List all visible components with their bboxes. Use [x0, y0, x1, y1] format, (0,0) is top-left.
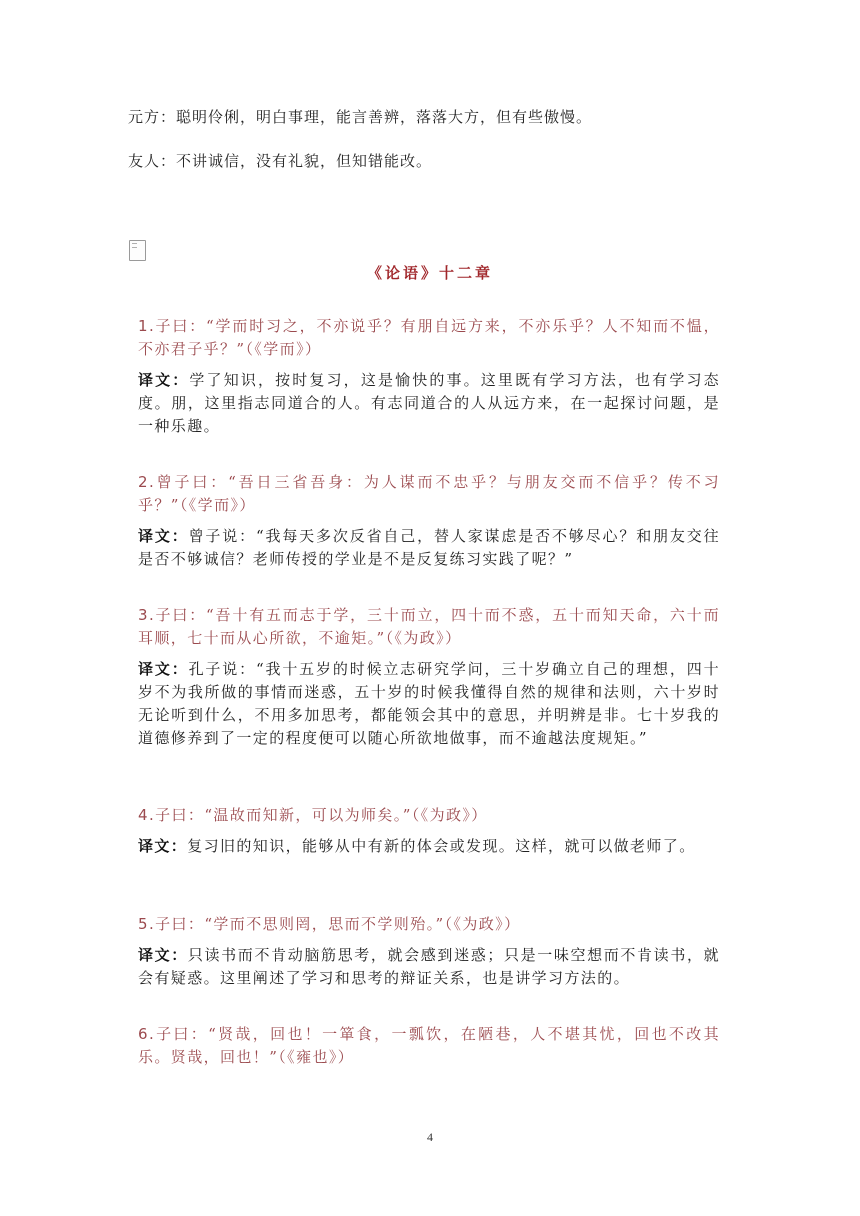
intro-line-youren: 友人：不讲诚信，没有礼貌，但知错能改。 [128, 152, 433, 170]
quote-text: 曾子曰：“吾日三省吾身：为人谋而不忠乎？与朋友交而不信乎？传不习乎？”（《学而》） [138, 473, 720, 514]
chapter-number: 5. [138, 915, 156, 933]
chapter-number: 2. [138, 473, 156, 491]
chapter-6 [138, 1023, 720, 1069]
quote-text: 子曰：“学而不思则罔，思而不学则殆。”（《为政》） [155, 915, 521, 933]
quote-text: 子曰：“温故而知新，可以为师矣。”（《为政》） [155, 806, 488, 824]
translation-label: 译文： [138, 946, 188, 964]
chapter-number: 3. [138, 606, 156, 624]
chapter-quote [138, 1023, 720, 1069]
chapter-3 [138, 604, 720, 750]
chapter-quote [138, 913, 720, 936]
quote-text: 子曰：“贤哉，回也！一箪食，一瓢饮，在陋巷，人不堪其忧，回也不改其乐。贤哉，回也！”（《雍也》） [138, 1025, 720, 1066]
quote-text: 子曰：“学而时习之，不亦说乎？有朋自远方来，不亦乐乎？人不知而不愠，不亦君子乎？”（《学而》） [138, 317, 720, 358]
translation-label: 译文： [138, 837, 188, 855]
chapter-quote [138, 604, 720, 650]
chapter-quote [138, 471, 720, 517]
chapter-translation [138, 944, 720, 990]
chapter-number: 1. [138, 317, 156, 335]
translation-text: 孔子说：“我十五岁的时候立志研究学问，三十岁确立自己的理想，四十岁不为我所做的事情而迷惑，五十岁的时候我懂得自然的规律和法则，六十岁时无论听到什么，不用多加思考，都能领会其中的意思，并明辨是非。七十岁我的道德修养到了一定的程度便可以随心所欲地做事，而不逾越法度规矩。” [138, 660, 720, 747]
page-number: 4 [427, 1130, 433, 1144]
quote-text: 子曰：“吾十有五而志于学，三十而立，四十而不惑，五十而知天命，六十而耳顺，七十而从心所欲，不逾矩。”（《为政》） [138, 606, 720, 647]
translation-text: 曾子说：“我每天多次反省自己，替人家谋虑是否不够尽心？和朋友交往是否不够诚信？老师传授的学业是不是反复练习实践了呢？” [138, 527, 720, 568]
chapter-number: 6. [138, 1025, 156, 1043]
translation-text: 学了知识，按时复习，这是愉快的事。这里既有学习方法，也有学习态度。朋，这里指志同道合的人。有志同道合的人从远方来，在一起探讨问题，是一种乐趣。 [138, 371, 720, 435]
translation-label: 译文： [138, 527, 189, 545]
chapter-translation [138, 658, 720, 750]
intro-line-yuanfang: 元方：聪明伶俐，明白事理，能言善辨，落落大方，但有些傲慢。 [128, 108, 593, 126]
chapter-translation [138, 369, 720, 438]
chapter-quote [138, 315, 720, 361]
chapter-translation [138, 525, 720, 571]
chapter-quote [138, 804, 720, 827]
chapter-translation [138, 835, 720, 858]
chapter-number: 4. [138, 806, 156, 824]
translation-label: 译文： [138, 660, 189, 678]
translation-text: 复习旧的知识，能够从中有新的体会或发现。这样，就可以做老师了。 [187, 837, 696, 855]
translation-text: 只读书而不肯动脑筋思考，就会感到迷惑；只是一味空想而不肯读书，就会有疑惑。这里阐述了学习和思考的辩证关系，也是讲学习方法的。 [138, 946, 720, 987]
chapter-5 [138, 913, 720, 990]
translation-label: 译文： [138, 371, 190, 389]
chapter-1 [138, 315, 720, 438]
broken-image-icon [129, 240, 146, 261]
chapter-4 [138, 804, 720, 858]
section-title: 《论语》十二章 [366, 264, 493, 282]
chapter-2 [138, 471, 720, 571]
